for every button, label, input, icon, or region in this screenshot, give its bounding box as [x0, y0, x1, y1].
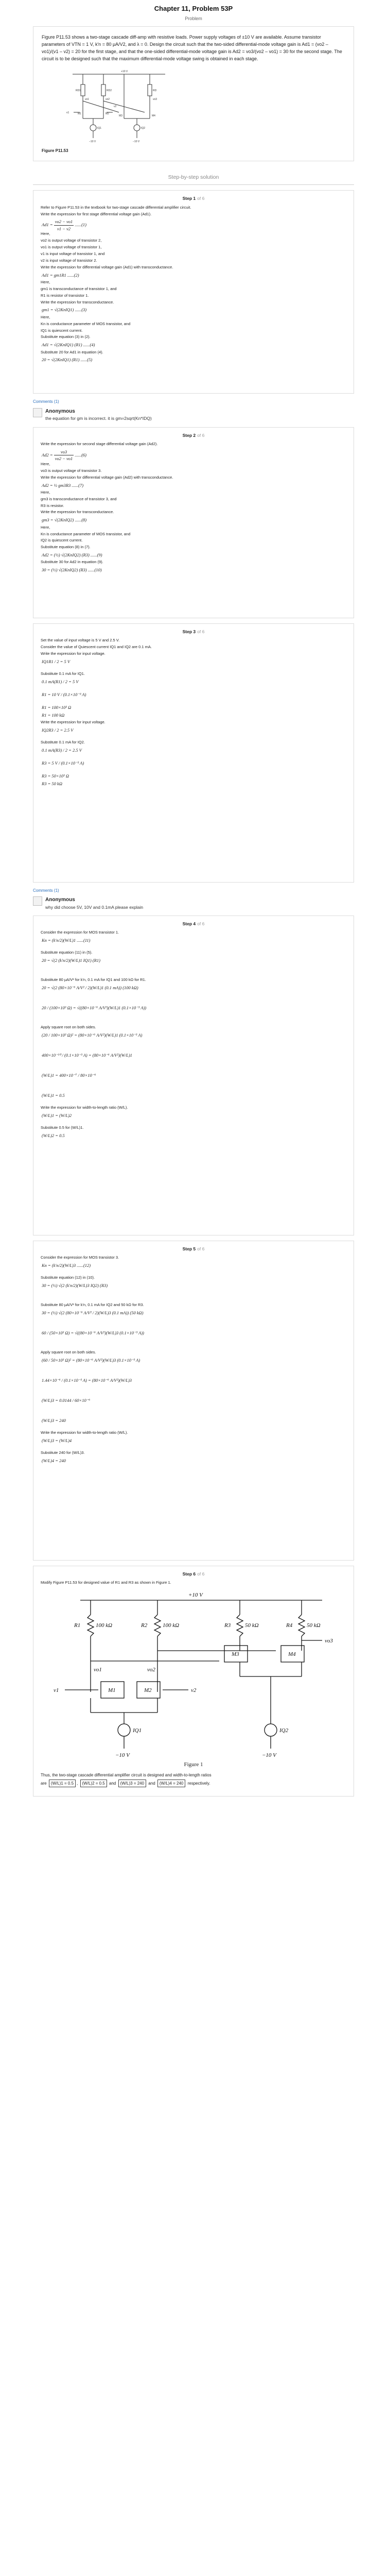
equation: R1 = 100×10³ Ω [42, 704, 72, 710]
step-header: Step 4 of 6 [182, 921, 205, 927]
fig1-r4-value: 50 kΩ [307, 1622, 321, 1629]
step-text: Write the expression for transconductance. [41, 510, 114, 515]
equation-10: 30 = (½) √(2KnIQ2) (R3) ......(10) [42, 567, 102, 573]
fig-v1-label: v1 [66, 111, 69, 114]
step-text: Write the expression for transconductance. [41, 299, 114, 304]
step-text: IQ2 is quiescent current. [41, 538, 83, 543]
step-text: Substitute equation (11) in (5). [41, 950, 93, 955]
equation: (W/L)3 = 0.0144 / 60×10⁻⁶ [42, 1397, 91, 1403]
step-header: Step 5 of 6 [182, 1246, 205, 1252]
fig-v2-label: v2 [114, 105, 117, 108]
equation: 400×10⁻¹⁰ / (0.1×10⁻³ A) = (80×10⁻⁶ A/V²)(W/L)1 [42, 1052, 132, 1058]
step-6 [33, 1566, 354, 1797]
step-text: Here, [41, 461, 50, 466]
equation: R3 = 50 kΩ [42, 781, 62, 787]
step-5 [33, 1241, 354, 1561]
fig1-m2-label: M2 [144, 1687, 152, 1694]
fig1-vo3-label: vo3 [325, 1638, 333, 1645]
divider [33, 184, 354, 185]
fig-iq1-label: IQ1 [97, 126, 102, 130]
circuit-figure-p11-53 [62, 67, 175, 144]
fig1-r3-value: 50 kΩ [245, 1622, 259, 1629]
equation: (W/L)3 = 240 [42, 1417, 66, 1423]
equation-5: 20 = √(2KnIQ1) (R1) ......(5) [42, 357, 93, 363]
problem-figure [42, 67, 345, 154]
fig1-vminus-label-2: −10 V [262, 1752, 276, 1759]
fig-vplus-label: +10 V [121, 70, 128, 73]
comment [33, 408, 354, 422]
step-4 [33, 916, 354, 1235]
step-text: gm3 is transconductance of transistor 3, and [41, 496, 117, 501]
equation: (W/L)1 = 400×10⁻⁷ / 80×10⁻⁶ [42, 1072, 96, 1078]
step-text: Substitute 80 μA/V² for k'n, 0.1 mA for IQ2 and 50 kΩ for R3. [41, 1302, 144, 1308]
step-text: Substitute 0.1 mA for IQ2. [41, 740, 85, 745]
step-text: Substitute 0.5 for (W/L)1. [41, 1125, 84, 1130]
problem-card [33, 26, 354, 161]
step-text: Substitute 80 μA/V² for k'n, 0.1 mA for IQ1 and 100 kΩ for R1. [41, 977, 146, 982]
equation: (W/L)2 = 0.5 [42, 1132, 65, 1138]
step-text: Consider the expression for MOS transistor 3. [41, 1255, 119, 1260]
step-header: Step 3 of 6 [182, 629, 205, 634]
fig-rd1-label: RD1 [76, 89, 81, 92]
equation-4: Ad1 = √(2KnIQ1) (R1) ......(4) [42, 342, 95, 348]
step-text: IQ1 is quiescent current. [41, 328, 83, 333]
fig-rd-label: RD [153, 89, 157, 92]
step-header: Step 6 of 6 [182, 1571, 205, 1577]
equation: (W/L)1 = (W/L)2 [42, 1112, 72, 1118]
step-text: Kn is conductance parameter of MOS transistor, and [41, 531, 131, 536]
fig1-vo2-label: vo2 [147, 1667, 155, 1673]
step-text: Write the expression for input voltage. [41, 651, 105, 656]
equation: 20 / (100×10³ Ω) = √((80×10⁻⁶ A/V²)(W/L)1 (0.1×10⁻³ A)) [42, 1005, 147, 1011]
fig-vo3-label: vo3 [153, 97, 157, 101]
fig1-r2-label: R2 [141, 1622, 148, 1629]
equation: (W/L)4 = 240 [42, 1458, 66, 1463]
page-subtitle: Problem [185, 15, 202, 21]
solution-title: Step-by-step solution [168, 174, 219, 181]
step-text: Substitute equation (8) in (7). [41, 545, 91, 550]
step-text: Substitute equation (12) in (10). [41, 1275, 95, 1280]
step-text: gm1 is transconductance of transistor 1, and [41, 286, 117, 291]
fig1-v1-label: v1 [54, 1687, 59, 1694]
fig1-r4-label: R4 [286, 1622, 293, 1629]
equation: (20 / 100×10³ Ω)² = (80×10⁻⁶ A/V²)(W/L)1 (0.1×10⁻³ A) [42, 1032, 143, 1038]
fig1-r1-value: 100 kΩ [96, 1622, 113, 1629]
comment-author: Anonymous [45, 897, 75, 903]
avatar [33, 408, 42, 417]
fig-rd2-label: RD2 [107, 89, 112, 92]
equation-12: Kn = (k'n/2)(W/L)3 ......(12) [42, 1263, 91, 1268]
equation: 30 = (½) √(2 (k'n/2)(W/L)3 IQ2) (R3) [42, 1283, 108, 1289]
fig1-iq2-label: IQ2 [279, 1727, 289, 1734]
step-text: Apply square root on both sides. [41, 1350, 96, 1355]
step-text: Substitute 240 for (W/L)3. [41, 1450, 85, 1455]
step-text: Write the expression for width-to-length ratio (W/L). [41, 1105, 128, 1110]
equation-11: Kn = (k'n/2)(W/L)1 ......(11) [42, 938, 91, 943]
comments-link[interactable]: Comments (1) [33, 399, 59, 404]
step-text: Modify Figure P11.53 for designed value of R1 and R3 as shown in Figure 1. [41, 1580, 171, 1585]
fig1-vplus-label: +10 V [188, 1592, 203, 1599]
step-text: Here, [41, 231, 50, 236]
page-title: Chapter 11, Problem 53P [154, 5, 233, 12]
step-text: Consider the value of Quiescent current IQ1 and IQ2 are 0.1 mA. [41, 644, 152, 649]
fig-iq2-label: IQ2 [141, 126, 146, 130]
fig1-vminus-label-1: −10 V [115, 1752, 130, 1759]
equation: 60 / (50×10³ Ω) = √((80×10⁻⁶ A/V²)(W/L)3 (0.1×10⁻³ A)) [42, 1330, 144, 1336]
circuit-figure-1 [44, 1589, 343, 1759]
final-answer [41, 1772, 346, 1787]
step-text: Set the value of input voltage is 5 V and 2.5 V. [41, 638, 120, 643]
step-text: Write the expression for second stage differential voltage gain (Ad2). [41, 442, 158, 447]
final-answer-line: are (W/L)1 = 0.5 , (W/L)2 = 0.5 and (W/L)3 = 240 and (W/L)4 = 240 respectively. [41, 1780, 346, 1788]
answer-box-w-l-3: (W/L)3 = 240 [118, 1780, 146, 1788]
comment [33, 896, 354, 910]
equation-8: gm3 = √(2KnIQ2) ......(8) [42, 517, 87, 523]
step-text: Here, [41, 524, 50, 530]
equation: (W/L)1 = 0.5 [42, 1092, 65, 1098]
step-text: Here, [41, 489, 50, 495]
step-text: vo3 is output voltage of transistor 3. [41, 468, 102, 473]
equation-6: Ad2 = $\frac{vo3}{vo2 - vo1}$ ......(6) [42, 449, 87, 462]
step-header: Step 2 of 6 [182, 432, 205, 438]
equation: IQ1R1 / 2 = 5 V [42, 658, 71, 664]
fig-vo2-label: vo2 [105, 97, 110, 101]
fig1-r2-value: 100 kΩ [163, 1622, 180, 1629]
fig-vo1-label: vo1 [85, 97, 90, 101]
answer-box-w-l-4: (W/L)4 = 240 [157, 1780, 185, 1788]
step-text: Here, [41, 279, 50, 284]
equation: 30 = (½) √(2 (80×10⁻⁶ A/V² / 2)(W/L)3 (0.1 mA)) (50 kΩ) [42, 1310, 144, 1316]
step-text: Substitute 0.1 mA for IQ1. [41, 671, 85, 676]
figure-1-caption: Figure 1 [184, 1761, 203, 1768]
equation-3: gm1 = √(2KnIQ1) ......(3) [42, 307, 87, 313]
equation: R1 = 100 kΩ [42, 712, 65, 718]
step-text: Thus, the two-stage cascade differential amplifier circuit is designed and width-to-length ratios [41, 1773, 212, 1778]
answer-box-w-l-2: (W/L)2 = 0.5 [80, 1780, 107, 1788]
step-text: Apply square root on both sides. [41, 1025, 96, 1030]
equation: 0.1 mA(R1) / 2 = 5 V [42, 679, 79, 684]
fig-m4-label: M4 [152, 114, 155, 117]
fig1-r3-label: R3 [224, 1622, 231, 1629]
step-text: Substitute 20 for Ad1 in equation (4). [41, 349, 103, 354]
step-text: Write the expression for first stage differential voltage gain (Ad1). [41, 211, 152, 216]
equation: (60 / 50×10³ Ω)² = (80×10⁻⁶ A/V²)(W/L)3 (0.1×10⁻³ A) [42, 1357, 140, 1363]
figure-caption: Figure P11.53 [42, 148, 68, 153]
fig1-v2-label: v2 [191, 1687, 197, 1694]
header [0, 0, 387, 22]
avatar [33, 896, 42, 906]
step-1 [33, 190, 354, 394]
equation-1: Ad1 = $\frac{vo2 - vo1}{v1 - v2}$ ......(1) [42, 219, 87, 231]
step-text: vo1 is output voltage of transistor 1, [41, 245, 102, 250]
comment-text: the equation for gm is incorrect. it is gm=2sqrt(Kn*IDQ) [45, 416, 152, 421]
fig-vminus-label-1: −10 V [89, 140, 96, 143]
step-text: vo2 is output voltage of transistor 2, [41, 238, 102, 243]
equation: (W/L)3 = (W/L)4 [42, 1437, 72, 1443]
equation: R3 = 50×10³ Ω [42, 773, 69, 778]
equation: 20 = √(2 (80×10⁻⁶ A/V² / 2)(W/L)1 (0.1 mA)) (100 kΩ) [42, 985, 138, 991]
fig-m3-label: M3 [119, 114, 122, 117]
problem-text: Figure P11.53 shows a two-stage cascade diff-amp with resistive loads. Power supply voltages of ±10 V are available. Assume transistor parameters of VTN = 1 V, k'n = 80 μA/V2, and λ = 0. Design the circuit such that the two-sided differential-mode voltage gain is Ad1 = (vo2 – vo1)/(v1 – v2) = 20 for the first stage, and that the one-sided differential-mode voltage gain is Ad2 = vo3/(vo2 – vo1) = 30 for the second stage. The circuit is to be designed such that the maximum differential-mode voltage swing is obtained in each stage. [42, 34, 342, 61]
step-text: v2 is input voltage of transistor 2. [41, 258, 97, 263]
step-text: Write the expression for differential voltage gain (Ad1) with transconductance. [41, 264, 173, 269]
fig-vminus-label-2: −10 V [133, 140, 140, 143]
step-3 [33, 623, 354, 883]
equation-9: Ad2 = (½) √(2KnIQ2) (R3) ......(9) [42, 552, 102, 558]
fig1-iq1-label: IQ1 [133, 1727, 142, 1734]
equation: R1 = 10 V / (0.1×10⁻³ A) [42, 691, 86, 697]
step-text: R1 is resistor of transistor 1. [41, 293, 89, 298]
comments-link[interactable]: Comments (1) [33, 888, 59, 893]
equation: 0.1 mA(R3) / 2 = 2.5 V [42, 747, 82, 753]
equation: 20 = √(2 (k'n/2)(W/L)1 IQ1) (R1) [42, 958, 100, 963]
step-header: Step 1 of 6 [182, 196, 205, 201]
step-text: Write the expression for width-to-length ratio (W/L). [41, 1430, 128, 1435]
step-text: Kn is conductance parameter of MOS transistor, and [41, 321, 131, 326]
step-text: R3 is resistor. [41, 503, 64, 508]
equation: 1.44×10⁻⁶ / (0.1×10⁻³ A) = (80×10⁻⁶ A/V²)(W/L)3 [42, 1377, 132, 1383]
fig-m1-label: M1 [78, 112, 81, 115]
comment-text: why did choose 5V, 10V and 0.1mA please explain [45, 904, 144, 910]
step-text: Here, [41, 314, 50, 319]
comments-step-3 [33, 888, 354, 910]
fig-m2-label: M2 [105, 112, 109, 115]
fig1-m4-label: M4 [288, 1651, 296, 1658]
fig1-m3-label: M3 [232, 1651, 239, 1658]
step-text: Substitute equation (3) in (2). [41, 334, 91, 340]
step-text: Refer to Figure P11.53 in the textbook for two-stage cascade differential amplifier circuit. [41, 205, 191, 210]
comment-author: Anonymous [45, 408, 75, 414]
step-text: Write the expression for input voltage. [41, 720, 105, 725]
fig1-r1-label: R1 [74, 1622, 81, 1629]
comments-step-1 [33, 399, 354, 421]
step-text: v1 is input voltage of transistor 1, and [41, 251, 105, 257]
step-text: Write the expression for differential voltage gain (Ad2) with transconductance. [41, 474, 173, 480]
step-2 [33, 427, 354, 618]
equation: R3 = 5 V / (0.1×10⁻³ A) [42, 760, 84, 766]
equation-2: Ad1 = gm1R1 ......(2) [42, 272, 79, 278]
equation-7: Ad2 = ½ gm3R3 ......(7) [42, 482, 84, 488]
fig1-vo1-label: vo1 [94, 1667, 102, 1673]
answer-box-w-l-1: (W/L)1 = 0.5 [49, 1780, 76, 1788]
fig1-m1-label: M1 [108, 1687, 116, 1694]
step-text: Consider the expression for MOS transistor 1. [41, 930, 119, 935]
step-text: Substitute 30 for Ad2 in equation (9). [41, 560, 103, 565]
equation: IQ2R3 / 2 = 2.5 V [42, 727, 74, 733]
